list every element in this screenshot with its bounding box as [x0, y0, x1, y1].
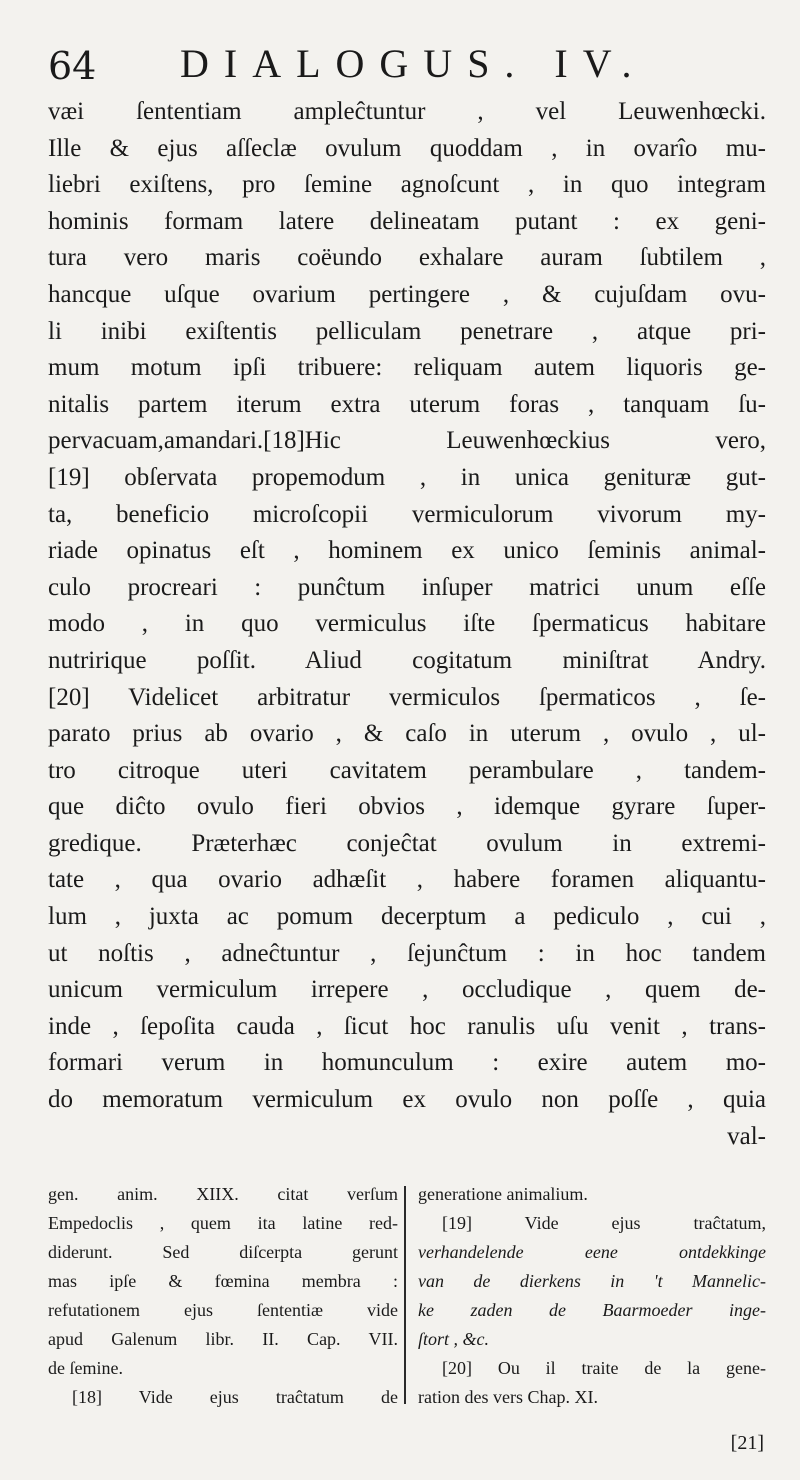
footnote-line: ke zaden de Baarmoeder inge- [418, 1300, 766, 1320]
text-line: do memoratum vermiculum ex ovulo non poſſe , quia [48, 1086, 766, 1114]
text-line: tate , qua ovario adhæſit , habere foramen aliquantu- [48, 866, 766, 894]
footnote-line: mas ipſe & fœmina membra : [48, 1271, 398, 1291]
text-line: modo , in quo vermiculus iſte ſpermaticus habitare [48, 610, 766, 638]
footnote-line: gen. anim. XIIX. citat verſum [48, 1184, 398, 1204]
text-line: lum , juxta ac pomum decerptum a pediculo , cui , [48, 903, 766, 931]
page-header [48, 40, 680, 100]
text-line: pervacuam,amandari.[18]Hic Leuwenhœckius vero, [48, 427, 766, 455]
text-line: riade opinatus eſt , hominem ex unico ſeminis animal- [48, 537, 766, 565]
text-line: li inibi exiſtentis pelliculam penetrare , atque pri- [48, 317, 766, 345]
column-divider [404, 1186, 406, 1404]
footnote-line: refutationem ejus ſententiæ vide [48, 1300, 398, 1320]
footnotes-left-column [48, 1180, 398, 1412]
text-line: nitalis partem iterum extra uterum foras , tanquam ſu- [48, 390, 766, 418]
text-line: inde , ſepoſita cauda , ſicut hoc ranulis uſu venit , trans- [48, 1012, 766, 1040]
text-line: hancque uſque ovarium pertingere , & cujuſdam ovu- [48, 280, 766, 308]
text-line: Ille & ejus aſſeclæ ovulum quoddam , in ovarîo mu- [48, 134, 766, 162]
footnote-line: [20] Ou il traite de la gene- [442, 1358, 766, 1378]
footnotes [48, 1180, 768, 1450]
text-line: ut noſtis , adneĉtuntur , ſejunĉtum : in hoc tandem [48, 939, 766, 967]
text-line: tura vero maris coëundo exhalare auram ſubtilem , [48, 244, 766, 272]
catchword: [21] [730, 1432, 764, 1454]
text-line: unicum vermiculum irrepere , occludique , quem de- [48, 976, 766, 1004]
continued-word: val- [727, 1122, 766, 1150]
text-line: nutririque poſſit. Aliud cogitatum miniſtrat Andry. [48, 646, 766, 674]
text-line: ta, beneficio microſcopii vermiculorum vivorum my- [48, 500, 766, 528]
footnote-line: ration des vers Chap. XI. [418, 1387, 598, 1407]
running-title: DIALOGUS. IV. [180, 41, 647, 86]
footnotes-right-column [418, 1180, 766, 1412]
footnote-line: Empedoclis , quem ita latine red- [48, 1213, 398, 1233]
footnote-line: verhandelende eene ontdekkinge [418, 1242, 766, 1262]
text-line: væi ſententiam ampleĉtuntur , vel Leuwenhœcki. [48, 98, 766, 125]
text-line: hominis formam latere delineatam putant : ex geni- [48, 207, 766, 235]
text-line: mum motum ipſi tribuere: reliquam autem liquoris ge- [48, 354, 766, 382]
footnote-line: van de dierkens in 't Mannelic- [418, 1271, 766, 1291]
text-line: culo procreari : punĉtum inſuper matrici unum eſſe [48, 573, 766, 601]
text-line: [20] Videlicet arbitratur vermiculos ſpermaticos , ſe- [48, 683, 766, 711]
text-line: gredique. Præterhæc conjeĉtat ovulum in extremi- [48, 829, 766, 857]
text-line: parato prius ab ovario , & caſo in uterum , ovulo , ul- [48, 720, 766, 748]
footnote-line: ſtort , &c. [418, 1329, 489, 1349]
text-line: formari verum in homunculum : exire autem mo- [48, 1049, 766, 1077]
text-line: liebri exiſtens, pro ſemine agnoſcunt , in quo integram [48, 171, 766, 199]
text-line: tro citroque uteri cavitatem perambulare , tandem- [48, 756, 766, 784]
footnote-line: generatione animalium. [418, 1184, 588, 1204]
footnote-line: [18] Vide ejus traĉtatum de [72, 1387, 398, 1407]
footnote-line: diderunt. Sed diſcerpta gerunt [48, 1242, 398, 1262]
text-line: [19] obſervata propemodum , in unica genituræ gut- [48, 463, 766, 491]
main-text [48, 94, 766, 1155]
footnote-line: de ſemine. [48, 1358, 123, 1378]
page-number: 64 [48, 44, 97, 88]
footnote-line: apud Galenum libr. II. Cap. VII. [48, 1329, 398, 1349]
text-line: que diĉto ovulo fieri obvios , idemque gyrare ſuper- [48, 793, 766, 821]
footnote-line: [19] Vide ejus traĉtatum, [442, 1213, 766, 1233]
